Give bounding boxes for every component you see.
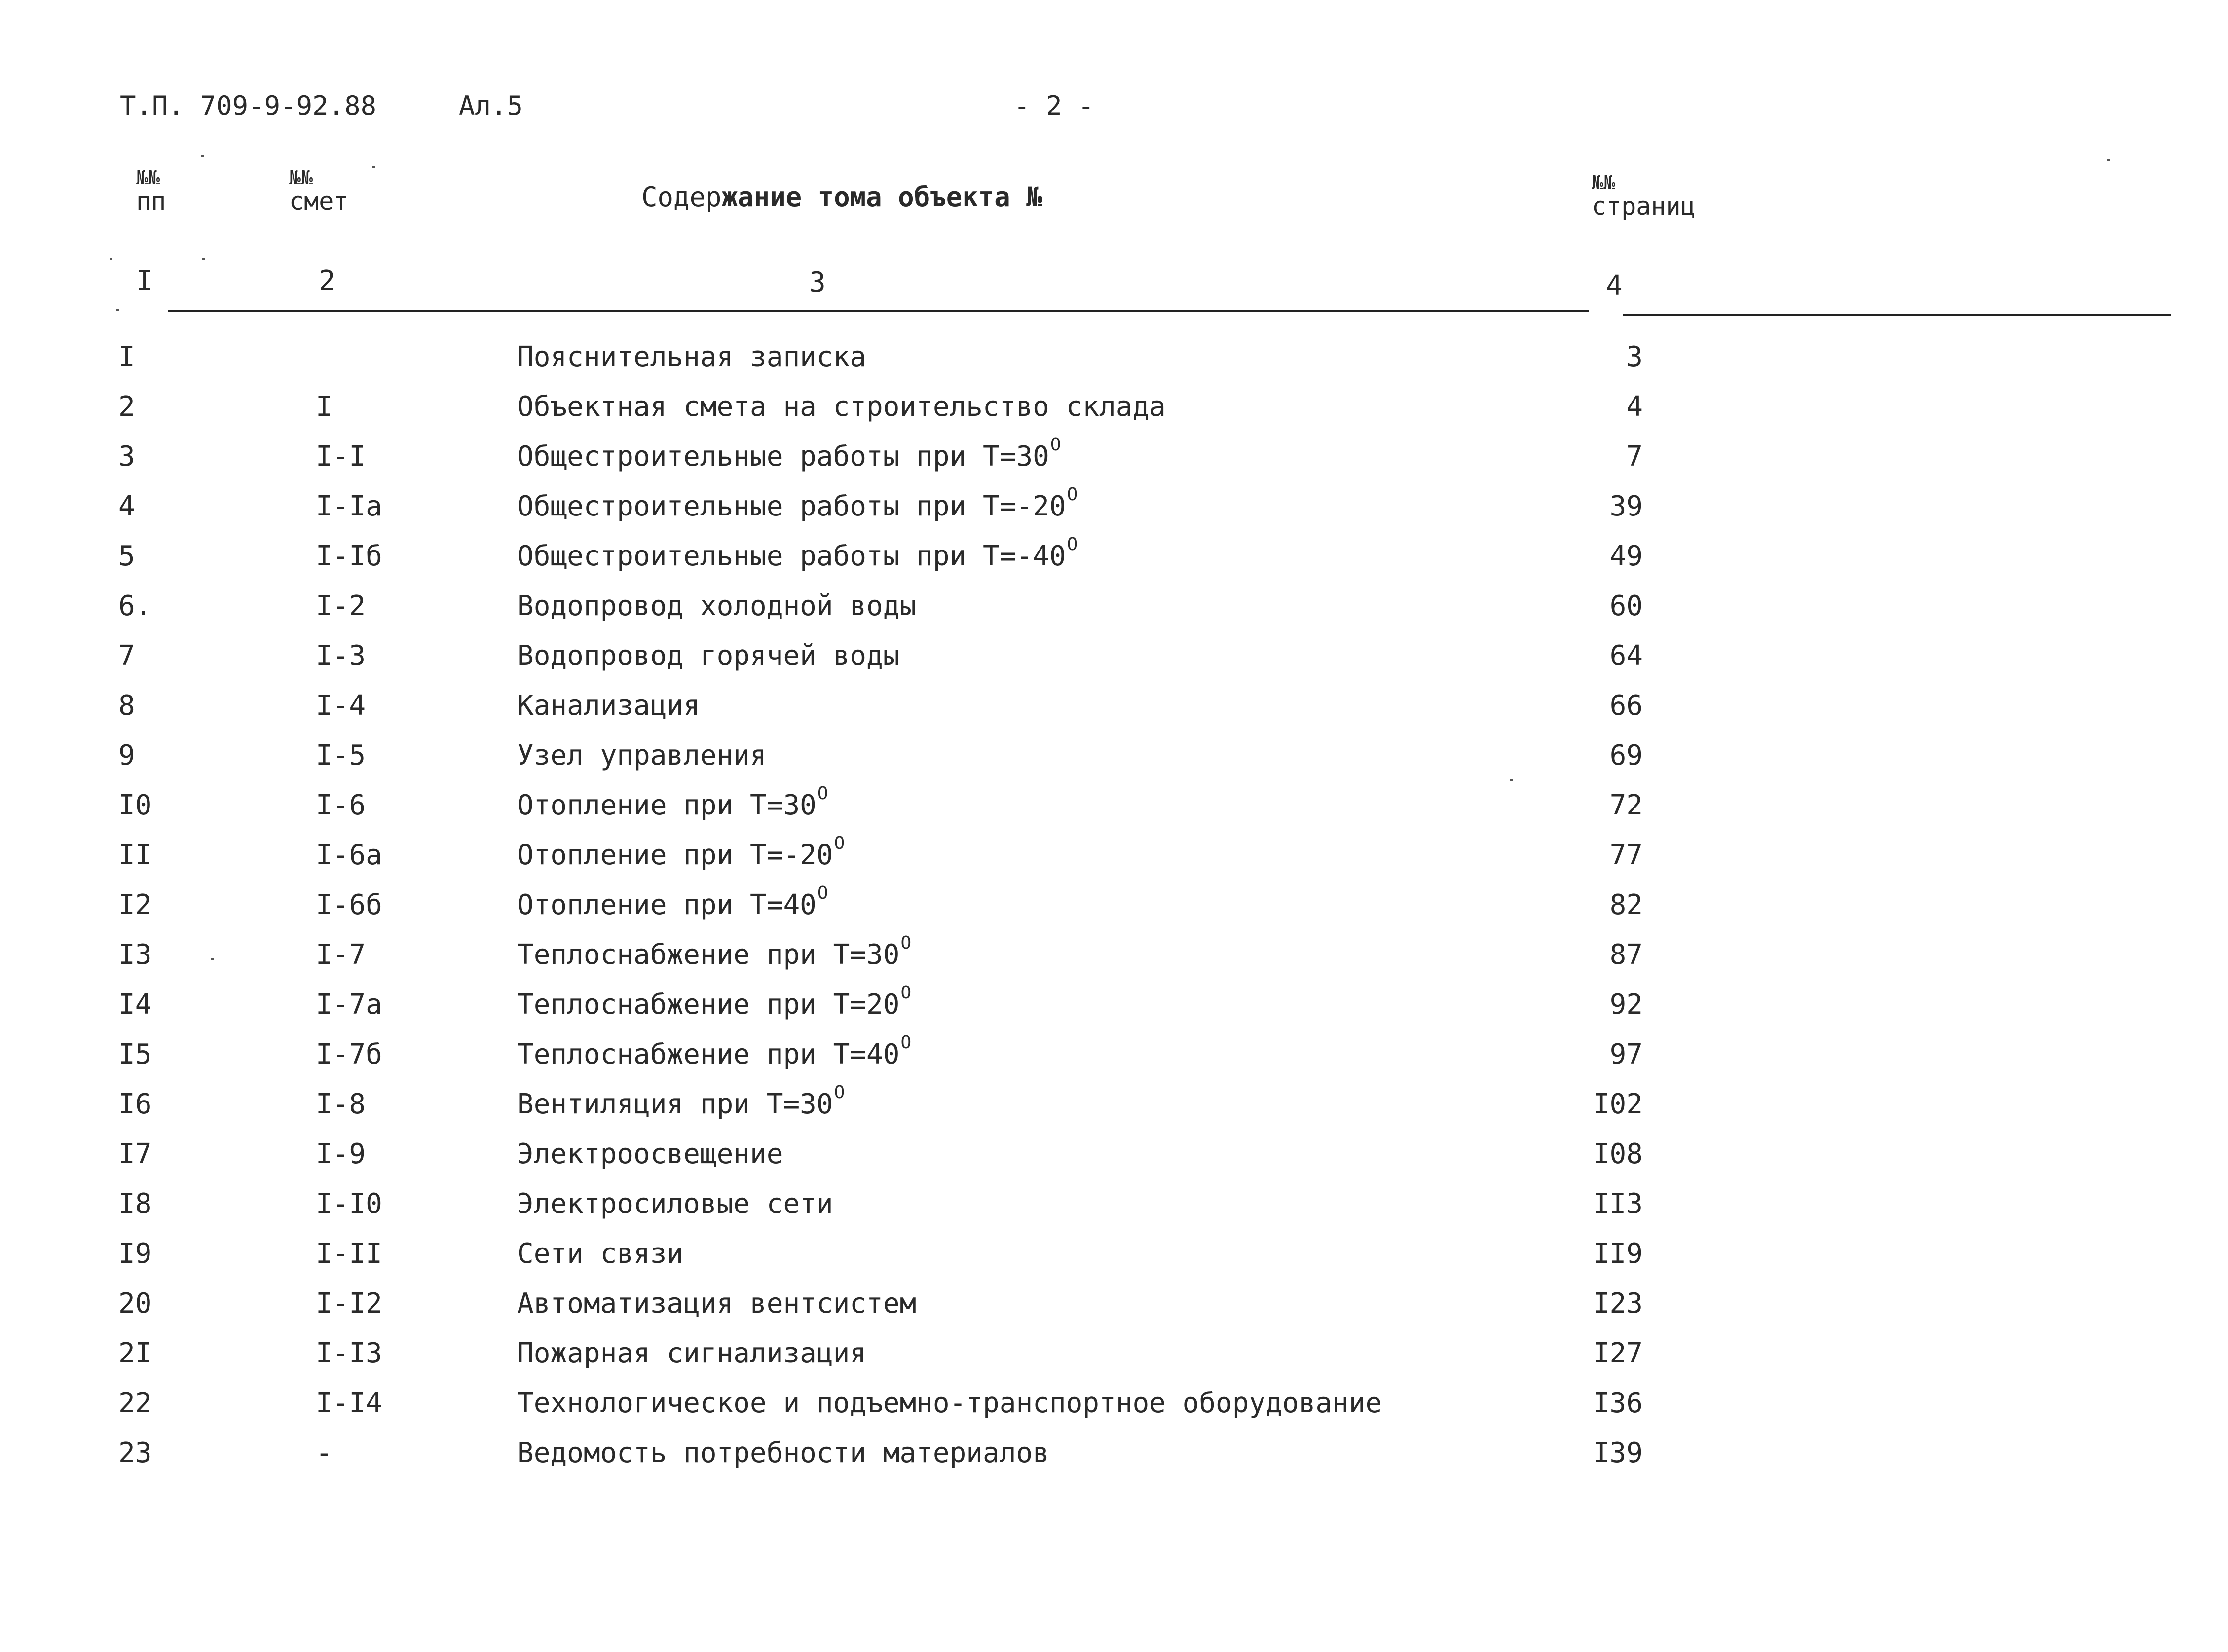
table-row [0, 1439, 2228, 1489]
estimate-number: I-I [316, 441, 366, 473]
estimate-number: I-Iб [316, 540, 382, 572]
row-number: 2 [118, 391, 135, 423]
page-reference: 64 [1609, 640, 1643, 672]
estimate-number: I-4 [316, 690, 366, 722]
row-number: 4 [118, 490, 135, 522]
page-reference: 69 [1609, 739, 1643, 771]
col-number-2: 2 [319, 265, 335, 297]
table-row [0, 983, 2228, 1041]
header-rule-right [1623, 314, 2171, 316]
scan-speck [2107, 159, 2110, 161]
content-title [517, 933, 912, 971]
estimate-number: - [316, 1437, 333, 1469]
degree-mark: О [817, 883, 828, 903]
content-title [517, 1190, 833, 1218]
content-text: Пояснительная записка [517, 341, 867, 373]
scan-speck [201, 155, 204, 157]
table-row [0, 1287, 2228, 1340]
estimate-number: I-9 [316, 1138, 366, 1170]
row-number: I3 [118, 939, 152, 971]
col-head-pp-symbol: №№ [136, 167, 160, 189]
row-number: 3 [118, 441, 135, 473]
degree-mark: О [834, 833, 845, 853]
col-head-content [641, 184, 1042, 212]
table-row [0, 783, 2228, 842]
row-number: 9 [118, 739, 135, 771]
content-title [517, 393, 1166, 421]
content-title [517, 983, 912, 1021]
degree-mark: О [900, 933, 912, 953]
estimate-number: I-6б [316, 889, 382, 921]
page-reference: 39 [1609, 490, 1643, 522]
degree-mark: О [900, 983, 912, 1003]
estimate-number: I-8 [316, 1088, 366, 1120]
estimate-number: I-6 [316, 789, 366, 821]
table-row [0, 592, 2228, 642]
row-number: 7 [118, 640, 135, 672]
row-number: I0 [118, 789, 152, 821]
scan-speck [202, 258, 205, 260]
row-number: 6. [118, 590, 152, 622]
col-head-content-plain: Содер [641, 182, 722, 213]
row-number: 22 [118, 1387, 152, 1419]
content-title [517, 1337, 867, 1369]
degree-mark: О [1067, 534, 1078, 554]
col-head-pp [136, 168, 166, 215]
degree-mark: О [1050, 435, 1061, 455]
table-row [0, 1240, 2228, 1290]
content-title [517, 484, 1078, 522]
content-title [517, 1439, 1049, 1467]
page-reference: 97 [1609, 1038, 1643, 1070]
content-title [517, 692, 700, 720]
estimate-number: I-I2 [316, 1287, 382, 1320]
row-number: I6 [118, 1088, 152, 1120]
estimate-number: I-I3 [316, 1337, 382, 1369]
col-head-smet-label: смет [289, 187, 349, 216]
estimate-number: I [316, 391, 333, 423]
degree-mark: О [834, 1082, 845, 1102]
content-title [517, 739, 767, 771]
page-reference: I39 [1593, 1437, 1643, 1469]
content-text: Объектная смета на строительство склада [517, 391, 1166, 423]
col-head-content-bold: жание тома объекта № [721, 182, 1042, 213]
degree-mark: О [817, 783, 828, 804]
table-row [0, 1337, 2228, 1390]
table-row [0, 1140, 2228, 1190]
table-row [0, 435, 2228, 493]
content-text: Вентиляция при Т=30 [517, 1088, 833, 1120]
col-number-4: 4 [1606, 270, 1623, 302]
row-number: I8 [118, 1188, 152, 1220]
content-title [517, 1387, 1382, 1419]
col-head-pages-symbol: №№ [1592, 172, 1616, 194]
page-reference: 82 [1609, 889, 1643, 921]
estimate-number: I-7 [316, 939, 366, 971]
page-reference: 72 [1609, 789, 1643, 821]
page-reference: I23 [1593, 1287, 1643, 1320]
col-head-smet-symbol: №№ [289, 167, 313, 189]
col-head-smet [289, 168, 348, 215]
table-row [0, 739, 2228, 792]
page-reference: 3 [1626, 341, 1643, 373]
page-reference: 77 [1609, 839, 1643, 871]
estimate-number: I-II [316, 1238, 382, 1270]
row-number: 2I [118, 1337, 152, 1369]
page-number: - 2 - [1014, 90, 1094, 121]
content-text: Общестроительные работы при Т=-40 [517, 540, 1066, 572]
col-head-pp-label: пп [136, 187, 166, 216]
row-number: II [118, 839, 152, 871]
estimate-number: I-6а [316, 839, 382, 871]
page-reference: 87 [1609, 939, 1643, 971]
scan-speck [372, 166, 375, 168]
content-title [517, 592, 916, 620]
content-title [517, 343, 866, 371]
row-number: I4 [118, 989, 152, 1021]
page-reference: II3 [1593, 1188, 1643, 1220]
content-text: Теплоснабжение при Т=20 [517, 989, 900, 1021]
content-text: Автоматизация вентсистем [517, 1287, 917, 1320]
page-reference: I27 [1593, 1337, 1643, 1369]
content-title [517, 435, 1061, 473]
page-reference: I36 [1593, 1387, 1643, 1419]
content-title [517, 883, 828, 921]
estimate-number: I-5 [316, 739, 366, 771]
degree-mark: О [1067, 484, 1078, 505]
content-title [517, 1082, 845, 1120]
col-head-pages-label: страниц [1592, 192, 1696, 220]
content-text: Узел управления [517, 739, 767, 771]
content-title [517, 642, 899, 670]
content-text: Теплоснабжение при Т=30 [517, 939, 900, 971]
row-number: 5 [118, 540, 135, 572]
album-number: Ал.5 [459, 90, 523, 121]
row-number: 8 [118, 690, 135, 722]
content-text: Сети связи [517, 1238, 684, 1270]
page-reference: 7 [1626, 441, 1643, 473]
row-number: I2 [118, 889, 152, 921]
table-row [0, 534, 2228, 592]
document-code: Т.П. 709-9-92.88 [120, 90, 377, 121]
page-reference: II9 [1593, 1238, 1643, 1270]
row-number: 20 [118, 1287, 152, 1320]
content-text: Электросиловые сети [517, 1188, 833, 1220]
content-text: Водопровод горячей воды [517, 640, 900, 672]
content-title [517, 534, 1078, 572]
estimate-number: I-2 [316, 590, 366, 622]
col-number-1: I [136, 265, 153, 297]
table-row [0, 343, 2228, 393]
content-text: Отопление при Т=-20 [517, 839, 833, 871]
scan-speck [110, 258, 112, 260]
estimate-number: I-I0 [316, 1188, 382, 1220]
page-reference: I08 [1593, 1138, 1643, 1170]
content-text: Технологическое и подъемно-транспортное оборудование [517, 1387, 1382, 1419]
content-text: Отопление при Т=40 [517, 889, 817, 921]
row-number: I9 [118, 1238, 152, 1270]
estimate-number: I-Iа [316, 490, 382, 522]
estimate-number: I-3 [316, 640, 366, 672]
table-row [0, 642, 2228, 692]
row-number: I5 [118, 1038, 152, 1070]
row-number: I [118, 341, 135, 373]
content-text: Канализация [517, 690, 700, 722]
header-rule-left [168, 310, 1589, 312]
estimate-number: I-7а [316, 989, 382, 1021]
degree-mark: О [900, 1032, 912, 1053]
content-title [517, 783, 828, 821]
content-title [517, 1287, 917, 1320]
content-text: Отопление при Т=30 [517, 789, 817, 821]
table-row [0, 692, 2228, 742]
page-reference: I02 [1593, 1088, 1643, 1120]
content-text: Электроосвещение [517, 1138, 783, 1170]
table-row [0, 933, 2228, 991]
row-number: I7 [118, 1138, 152, 1170]
table-row [0, 393, 2228, 443]
content-text: Общестроительные работы при Т=-20 [517, 490, 1066, 522]
col-number-3: 3 [809, 266, 826, 298]
content-title [517, 833, 845, 871]
estimate-number: I-I4 [316, 1387, 382, 1419]
table-row [0, 1082, 2228, 1140]
content-title [517, 1032, 912, 1070]
page-reference: 60 [1609, 590, 1643, 622]
estimate-number: I-7б [316, 1038, 382, 1070]
page-reference: 4 [1626, 391, 1643, 423]
page-reference: 92 [1609, 989, 1643, 1021]
content-text: Водопровод холодной воды [517, 590, 917, 622]
content-title [517, 1140, 783, 1168]
content-text: Общестроительные работы при Т=30 [517, 441, 1049, 473]
table-row [0, 484, 2228, 543]
content-text: Теплоснабжение при Т=40 [517, 1038, 900, 1070]
page-reference: 49 [1609, 540, 1643, 572]
content-text: Пожарная сигнализация [517, 1337, 867, 1369]
page-reference: 66 [1609, 690, 1643, 722]
table-row [0, 833, 2228, 891]
row-number: 23 [118, 1437, 152, 1469]
scan-speck [116, 309, 119, 311]
content-title [517, 1240, 683, 1268]
table-row [0, 1387, 2228, 1439]
table-row [0, 883, 2228, 941]
content-text: Ведомость потребности материалов [517, 1437, 1049, 1469]
table-row [0, 1032, 2228, 1091]
col-head-pages [1592, 173, 1696, 220]
table-row [0, 1190, 2228, 1240]
